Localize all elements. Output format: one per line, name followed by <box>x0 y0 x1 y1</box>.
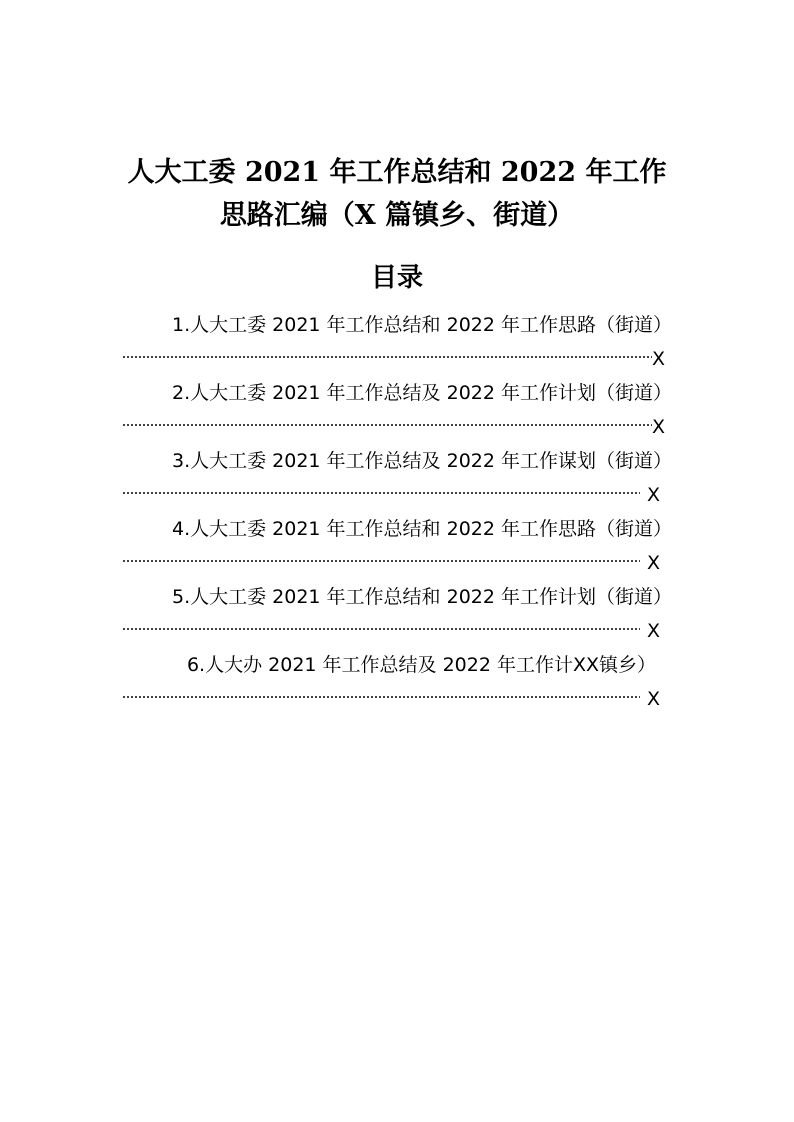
toc-leader-dots <box>122 424 652 426</box>
toc-page-number: X <box>647 484 661 506</box>
toc-entry[interactable] <box>120 512 672 580</box>
toc-entry-title[interactable]: 6.人大办 2021 年工作总结及 2022 年工作计XX镇乡） <box>186 654 656 676</box>
toc-entry[interactable] <box>120 376 672 444</box>
toc-entry-title[interactable]: 2.人大工委 2021 年工作总结及 2022 年工作计划（街道） <box>172 382 672 404</box>
toc-leader-dots <box>122 696 640 698</box>
toc-entry[interactable] <box>120 308 672 376</box>
toc-page-number: X <box>647 620 661 642</box>
toc-entry-title[interactable]: 4.人大工委 2021 年工作总结和 2022 年工作思路（街道） <box>172 518 672 540</box>
toc-entry[interactable] <box>120 580 672 648</box>
document-title-line-1: 人大工委 2021 年工作总结和 2022 年工作 <box>127 157 667 188</box>
toc-entry[interactable] <box>120 648 672 716</box>
toc-leader-dots <box>122 492 640 494</box>
toc-leader-dots <box>122 356 652 358</box>
document-title-line-2: 思路汇编（X 篇镇乡、街道） <box>219 200 575 231</box>
toc-page-number: X <box>652 416 666 438</box>
toc-page-number: X <box>652 348 666 370</box>
toc-page-number: X <box>647 688 661 710</box>
toc-leader-dots <box>122 560 640 562</box>
toc-entry-title[interactable]: 5.人大工委 2021 年工作总结和 2022 年工作计划（街道） <box>172 586 672 608</box>
toc-page-number: X <box>647 552 661 574</box>
toc-heading: 目录 <box>370 263 423 293</box>
toc-entry-title[interactable]: 1.人大工委 2021 年工作总结和 2022 年工作思路（街道） <box>172 314 672 336</box>
toc-entry-title[interactable]: 3.人大工委 2021 年工作总结及 2022 年工作谋划（街道） <box>172 450 672 472</box>
toc-leader-dots <box>122 628 640 630</box>
toc-entry[interactable] <box>120 444 672 512</box>
